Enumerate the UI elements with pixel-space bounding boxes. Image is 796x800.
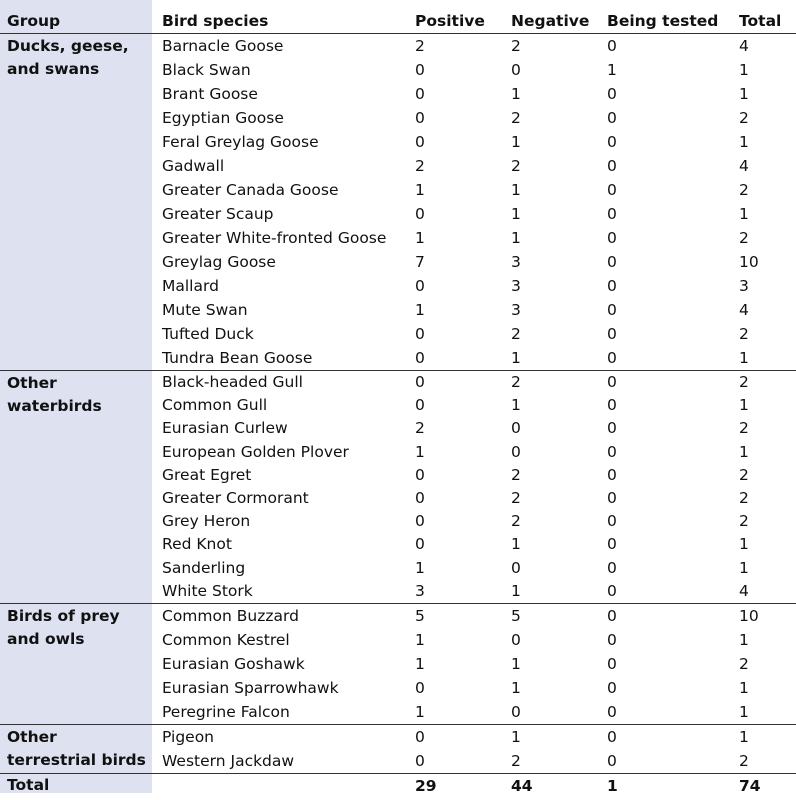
species-cell: Greater White-fronted Goose [162,229,387,247]
total-cell: 4 [739,157,749,175]
table-row [0,628,796,652]
total-cell: 1 [739,205,749,223]
positive-cell: 1 [415,654,425,673]
group-section [0,34,796,371]
negative-cell: 0 [511,630,521,649]
positive-cell: 1 [415,229,425,247]
species-cell: Great Egret [162,465,252,484]
negative-cell: 3 [511,253,521,271]
total-cell: 1 [739,396,749,415]
positive-cell: 1 [415,442,425,461]
table-row [0,371,796,394]
positive-cell: 0 [415,678,425,697]
table-row [0,154,796,178]
total-cell: 2 [739,419,749,438]
testing-cell: 0 [607,205,617,223]
total-cell: 1 [739,61,749,79]
species-cell: Red Knot [162,535,232,554]
table-row [0,346,796,370]
testing-cell: 0 [607,465,617,484]
total-cell: 2 [739,465,749,484]
negative-cell: 1 [511,581,521,600]
table-row [0,676,796,700]
total-cell: 3 [739,277,749,295]
negative-cell: 2 [511,325,521,343]
testing-cell: 0 [607,678,617,697]
total-cell: 10 [739,253,759,271]
testing-cell: 0 [607,301,617,319]
table-row [0,510,796,533]
table-row [0,441,796,464]
species-cell: Feral Greylag Goose [162,133,319,151]
testing-cell: 0 [607,157,617,175]
group-label: Birds of prey and owls [7,606,120,648]
species-cell: Peregrine Falcon [162,702,290,721]
total-cell: 1 [739,85,749,103]
testing-cell: 0 [607,181,617,199]
positive-cell: 7 [415,253,425,271]
positive-cell: 0 [415,465,425,484]
table-row [0,533,796,556]
total-cell: 2 [739,488,749,507]
species-cell: Greylag Goose [162,253,276,271]
total-total: 74 [739,776,761,795]
species-cell: Brant Goose [162,85,258,103]
species-cell: Greater Scaup [162,205,274,223]
negative-cell: 2 [511,157,521,175]
positive-cell: 0 [415,277,425,295]
total-cell: 2 [739,751,749,770]
species-cell: Western Jackdaw [162,751,295,770]
negative-cell: 0 [511,702,521,721]
total-cell: 2 [739,229,749,247]
species-cell: Common Gull [162,396,268,415]
negative-cell: 2 [511,109,521,127]
total-cell: 4 [739,37,749,55]
table-row [0,580,796,603]
species-cell: European Golden Plover [162,442,349,461]
table-row [0,274,796,298]
table-row [0,557,796,580]
species-cell: Black-headed Gull [162,373,303,391]
species-cell: Egyptian Goose [162,109,284,127]
table-row [0,464,796,487]
table-row [0,604,796,628]
total-cell: 4 [739,581,749,600]
species-cell: Tufted Duck [162,325,254,343]
species-cell: Tundra Bean Goose [162,349,313,367]
negative-cell: 1 [511,678,521,697]
positive-cell: 1 [415,301,425,319]
negative-cell: 1 [511,396,521,415]
total-cell: 1 [739,442,749,461]
total-cell: 1 [739,630,749,649]
testing-cell: 0 [607,133,617,151]
positive-cell: 0 [415,325,425,343]
negative-cell: 1 [511,654,521,673]
negative-cell: 1 [511,85,521,103]
table-row [0,34,796,58]
positive-cell: 1 [415,630,425,649]
testing-cell: 0 [607,654,617,673]
table-row [0,749,796,773]
table-row [0,250,796,274]
table-header-row [0,0,796,34]
testing-cell: 0 [607,37,617,55]
table-row [0,487,796,510]
negative-cell: 2 [511,465,521,484]
testing-cell: 1 [607,61,617,79]
positive-cell: 3 [415,581,425,600]
negative-cell: 2 [511,512,521,531]
negative-cell: 0 [511,558,521,577]
positive-cell: 0 [415,109,425,127]
testing-cell: 0 [607,488,617,507]
total-cell: 4 [739,301,749,319]
testing-cell: 0 [607,419,617,438]
testing-cell: 0 [607,85,617,103]
total-cell: 2 [739,325,749,343]
species-cell: Mallard [162,277,219,295]
total-cell: 2 [739,373,749,391]
species-cell: Eurasian Goshawk [162,654,305,673]
total-negative: 44 [511,776,533,795]
total-cell: 1 [739,558,749,577]
testing-cell: 0 [607,373,617,391]
total-cell: 1 [739,702,749,721]
header-total: Total [739,12,782,30]
testing-cell: 0 [607,581,617,600]
testing-cell: 0 [607,751,617,770]
negative-cell: 0 [511,442,521,461]
group-label: Other waterbirds [7,374,102,415]
positive-cell: 2 [415,419,425,438]
positive-cell: 1 [415,702,425,721]
group-label: Ducks, geese, and swans [7,37,129,78]
negative-cell: 0 [511,419,521,438]
table-row [0,226,796,250]
table-row [0,652,796,676]
species-cell: Eurasian Curlew [162,419,288,438]
testing-cell: 0 [607,727,617,746]
testing-cell: 0 [607,349,617,367]
testing-cell: 0 [607,109,617,127]
testing-cell: 0 [607,442,617,461]
positive-cell: 0 [415,133,425,151]
testing-cell: 0 [607,558,617,577]
species-cell: Pigeon [162,727,214,746]
total-positive: 29 [415,776,437,795]
negative-cell: 1 [511,133,521,151]
header-negative: Negative [511,12,590,30]
total-cell: 1 [739,678,749,697]
testing-cell: 0 [607,630,617,649]
species-cell: Common Kestrel [162,630,290,649]
group-section [0,725,796,774]
table-row [0,178,796,202]
positive-cell: 0 [415,85,425,103]
testing-cell: 0 [607,229,617,247]
total-cell: 1 [739,133,749,151]
testing-cell: 0 [607,535,617,554]
species-cell: Black Swan [162,61,251,79]
table-row [0,130,796,154]
testing-cell: 0 [607,702,617,721]
positive-cell: 1 [415,558,425,577]
positive-cell: 0 [415,205,425,223]
table-row [0,298,796,322]
positive-cell: 0 [415,349,425,367]
negative-cell: 2 [511,37,521,55]
total-cell: 1 [739,727,749,746]
total-being-tested: 1 [607,776,618,795]
testing-cell: 0 [607,325,617,343]
positive-cell: 1 [415,181,425,199]
positive-cell: 5 [415,606,425,625]
positive-cell: 2 [415,37,425,55]
header-being-tested: Being tested [607,12,719,30]
negative-cell: 2 [511,751,521,770]
testing-cell: 0 [607,253,617,271]
total-cell: 2 [739,181,749,199]
header-group: Group [7,12,61,30]
species-cell: Mute Swan [162,301,248,319]
positive-cell: 2 [415,157,425,175]
negative-cell: 5 [511,606,521,625]
table-row [0,82,796,106]
negative-cell: 1 [511,205,521,223]
total-cell: 1 [739,349,749,367]
positive-cell: 0 [415,535,425,554]
table-row [0,322,796,346]
table-row [0,58,796,82]
positive-cell: 0 [415,727,425,746]
negative-cell: 2 [511,373,521,391]
species-cell: White Stork [162,581,253,600]
total-row [0,774,796,800]
negative-cell: 1 [511,535,521,554]
total-cell: 10 [739,606,759,625]
group-section [0,371,796,604]
testing-cell: 0 [607,277,617,295]
header-positive: Positive [415,12,485,30]
species-cell: Grey Heron [162,512,251,531]
negative-cell: 1 [511,727,521,746]
testing-cell: 0 [607,396,617,415]
total-label: Total [7,775,50,794]
group-section [0,604,796,725]
species-cell: Gadwall [162,157,225,175]
total-cell: 2 [739,654,749,673]
positive-cell: 0 [415,488,425,507]
negative-cell: 1 [511,349,521,367]
group-label: Other terrestrial birds [7,727,146,769]
total-cell: 2 [739,109,749,127]
table-row [0,202,796,226]
table-row [0,725,796,749]
testing-cell: 0 [607,512,617,531]
table-row [0,700,796,724]
total-cell: 2 [739,512,749,531]
species-cell: Greater Canada Goose [162,181,339,199]
header-species: Bird species [162,12,269,30]
negative-cell: 1 [511,229,521,247]
testing-cell: 0 [607,606,617,625]
positive-cell: 0 [415,512,425,531]
negative-cell: 0 [511,61,521,79]
negative-cell: 3 [511,301,521,319]
negative-cell: 1 [511,181,521,199]
table-row [0,106,796,130]
positive-cell: 0 [415,373,425,391]
positive-cell: 0 [415,751,425,770]
positive-cell: 0 [415,396,425,415]
table-row [0,417,796,440]
species-cell: Greater Cormorant [162,488,309,507]
species-cell: Common Buzzard [162,606,299,625]
total-cell: 1 [739,535,749,554]
table-row [0,394,796,417]
species-cell: Barnacle Goose [162,37,284,55]
species-cell: Sanderling [162,558,246,577]
negative-cell: 2 [511,488,521,507]
species-cell: Eurasian Sparrowhawk [162,678,339,697]
negative-cell: 3 [511,277,521,295]
positive-cell: 0 [415,61,425,79]
